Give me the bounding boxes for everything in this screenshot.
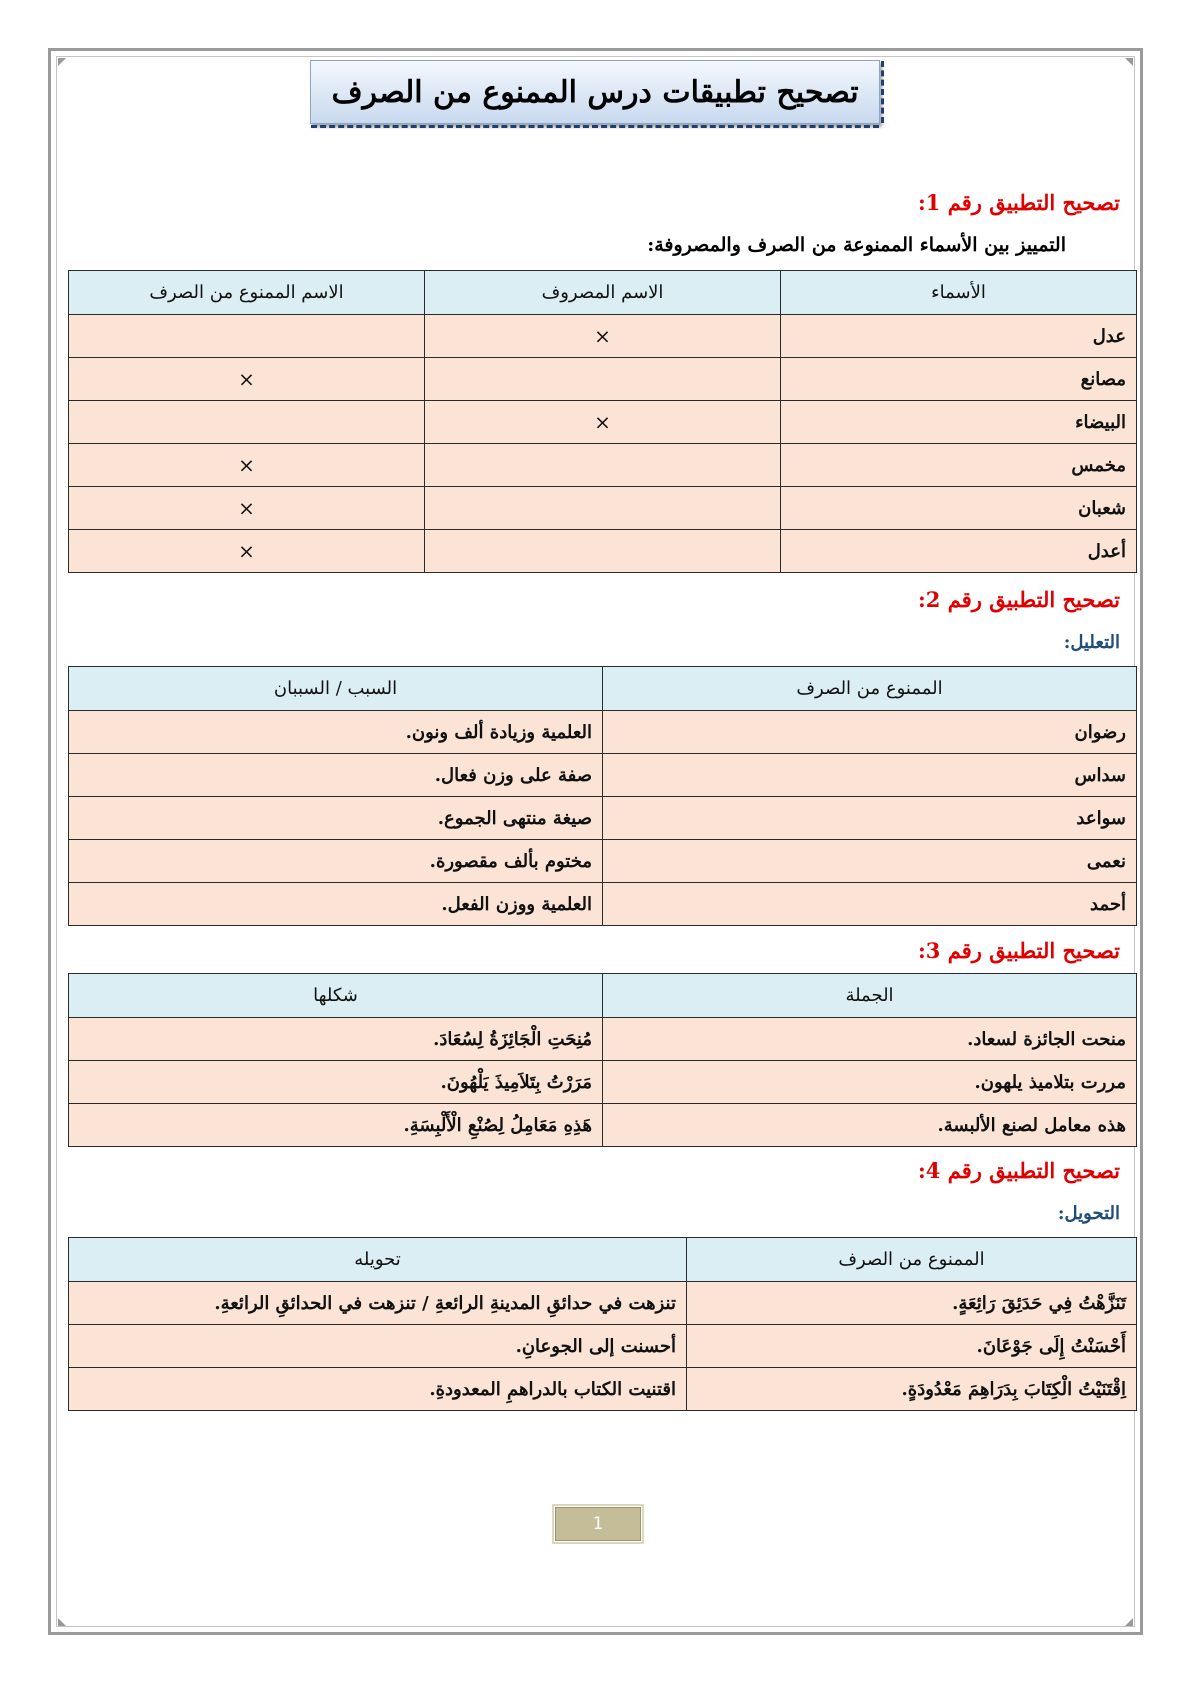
table-row <box>69 1325 1137 1368</box>
reason-cell: صيغة منتهى الجموع. <box>69 797 603 840</box>
sentence-cell: منحت الجائزة لسعاد. <box>603 1018 1137 1061</box>
converted-cell: أحسنت إلى الجوعانِ. <box>69 1325 687 1368</box>
vowelled-cell: مُنِحَتِ الْجَائِزَةُ لِسُعَادَ. <box>69 1018 603 1061</box>
table-row <box>69 401 1137 444</box>
masruf-mark: × <box>425 401 781 444</box>
original-cell: تَنَزَّهْتُ فِي حَدَئِقَ رَائِعَةٍ. <box>687 1282 1137 1325</box>
table-row <box>69 315 1137 358</box>
reason-cell: العلمية وزيادة ألف ونون. <box>69 711 603 754</box>
table-header-row <box>69 1238 1137 1282</box>
reason-cell: صفة على وزن فعال. <box>69 754 603 797</box>
reason-cell: مختوم بألف مقصورة. <box>69 840 603 883</box>
noun-cell: البيضاء <box>781 401 1137 444</box>
exercise-3-table <box>68 973 1137 1147</box>
exercise-3-heading: تصحيح التطبيق رقم 3: <box>918 938 1120 963</box>
mamnu-mark <box>69 315 425 358</box>
column-header: تحويله <box>69 1238 687 1282</box>
converted-cell: تنزهت في حدائقِ المدينةِ الرائعةِ / تنزهت في الحدائقِ الرائعةِ. <box>69 1282 687 1325</box>
original-cell: اِقْتَنَيْتُ الْكِتَابَ بِدَرَاهِمَ مَعْدُودَةٍ. <box>687 1368 1137 1411</box>
masruf-mark <box>425 487 781 530</box>
masruf-mark: × <box>425 315 781 358</box>
column-header: شكلها <box>69 974 603 1018</box>
mamnu-mark: × <box>69 444 425 487</box>
column-header: الجملة <box>603 974 1137 1018</box>
page-title: تصحيح تطبيقات درس الممنوع من الصرف <box>331 74 859 110</box>
table-row <box>69 1282 1137 1325</box>
noun-cell: مصانع <box>781 358 1137 401</box>
table-row <box>69 1061 1137 1104</box>
mamnu-mark: × <box>69 530 425 573</box>
table-row <box>69 883 1137 926</box>
table-row <box>69 1368 1137 1411</box>
mamnu-mark: × <box>69 487 425 530</box>
table-row <box>69 1018 1137 1061</box>
exercise-2-label: التعليل: <box>1063 632 1120 653</box>
word-cell: سواعد <box>603 797 1137 840</box>
column-header: الممنوع من الصرف <box>687 1238 1137 1282</box>
exercise-4-heading: تصحيح التطبيق رقم 4: <box>918 1158 1120 1183</box>
vowelled-cell: هَذِهِ مَعَامِلُ لِصُنْعِ الْأَلْبِسَةِ. <box>69 1104 603 1147</box>
masruf-mark <box>425 358 781 401</box>
exercise-1-heading: تصحيح التطبيق رقم 1: <box>918 190 1120 215</box>
table-row <box>69 1104 1137 1147</box>
table-header-row <box>69 271 1137 315</box>
mamnu-mark: × <box>69 358 425 401</box>
table-row <box>69 840 1137 883</box>
column-header: الممنوع من الصرف <box>603 667 1137 711</box>
exercise-2-heading: تصحيح التطبيق رقم 2: <box>918 587 1120 612</box>
table-row <box>69 487 1137 530</box>
word-cell: سداس <box>603 754 1137 797</box>
sentence-cell: مررت بتلاميذ يلهون. <box>603 1061 1137 1104</box>
exercise-4-table <box>68 1237 1137 1411</box>
reason-cell: العلمية ووزن الفعل. <box>69 883 603 926</box>
corner-ornament <box>58 1618 66 1626</box>
noun-cell: أعدل <box>781 530 1137 573</box>
corner-ornament <box>58 58 66 66</box>
exercise-2-table <box>68 666 1137 926</box>
exercise-1-instruction: التمييز بين الأسماء الممنوعة من الصرف والمصروفة: <box>647 234 1066 256</box>
original-cell: أَحْسَنْتُ إِلَى جَوْعَانَ. <box>687 1325 1137 1368</box>
table-row <box>69 754 1137 797</box>
word-cell: رضوان <box>603 711 1137 754</box>
sentence-cell: هذه معامل لصنع الألبسة. <box>603 1104 1137 1147</box>
table-row <box>69 358 1137 401</box>
word-cell: نعمى <box>603 840 1137 883</box>
table-header-row <box>69 667 1137 711</box>
exercise-4-label: التحويل: <box>1057 1203 1120 1224</box>
exercise-1-table <box>68 270 1137 573</box>
corner-ornament <box>1125 1618 1133 1626</box>
table-row <box>69 797 1137 840</box>
page-number: 1 <box>555 1507 641 1541</box>
table-row <box>69 530 1137 573</box>
corner-ornament <box>1125 58 1133 66</box>
column-header: الاسم المصروف <box>425 271 781 315</box>
table-row <box>69 711 1137 754</box>
converted-cell: اقتنيت الكتاب بالدراهمِ المعدودةِ. <box>69 1368 687 1411</box>
noun-cell: عدل <box>781 315 1137 358</box>
noun-cell: شعبان <box>781 487 1137 530</box>
mamnu-mark <box>69 401 425 444</box>
title-box <box>310 60 880 124</box>
column-header: الاسم الممنوع من الصرف <box>69 271 425 315</box>
masruf-mark <box>425 530 781 573</box>
column-header: الأسماء <box>781 271 1137 315</box>
vowelled-cell: مَرَرْتُ بِتَلاَمِيذَ يَلْهُونَ. <box>69 1061 603 1104</box>
word-cell: أحمد <box>603 883 1137 926</box>
masruf-mark <box>425 444 781 487</box>
table-header-row <box>69 974 1137 1018</box>
column-header: السبب / السببان <box>69 667 603 711</box>
table-row <box>69 444 1137 487</box>
noun-cell: مخمس <box>781 444 1137 487</box>
